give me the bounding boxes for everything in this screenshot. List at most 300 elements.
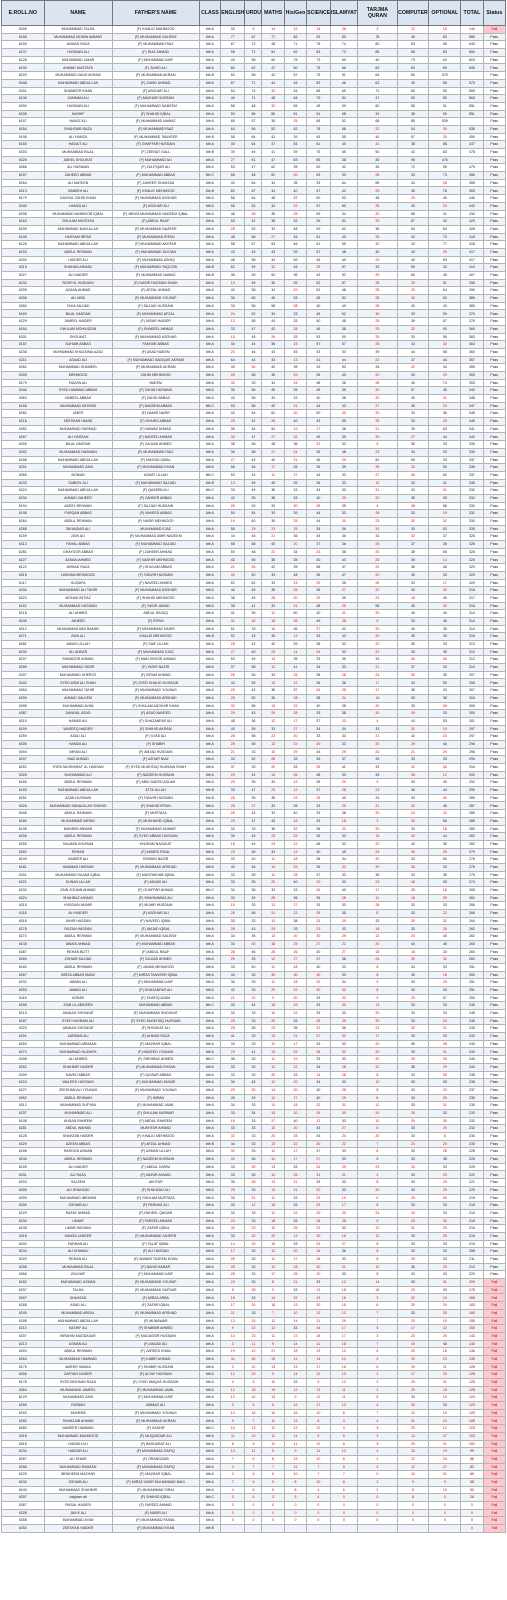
cell-tarjma-quran: 0 — [358, 1494, 397, 1502]
cell-name: ABDUL REHMAN — [44, 1348, 112, 1356]
cell-status: Pass — [483, 1140, 505, 1148]
cell-class: 6th A — [199, 518, 220, 526]
cell-islamyat: 36 — [330, 1248, 358, 1256]
cell-science: 57 — [307, 202, 330, 210]
cell-science: 44 — [307, 402, 330, 410]
cell-english: 4 — [221, 1463, 245, 1471]
cell-islamyat: 33 — [330, 1040, 358, 1048]
cell-islamyat: 33 — [330, 1148, 358, 1156]
cell-fathers-name: (F) IRFAN — [112, 617, 199, 625]
cell-maths: 42 — [262, 564, 284, 572]
cell-fathers-name: (F) MUHAMMAD NAZEER — [112, 225, 199, 233]
cell-fathers-name: (F) MUHAMMAD YAQOOB — [112, 264, 199, 272]
cell-fathers-name: (F) SHAHID IQBAL — [112, 1494, 199, 1502]
cell-fathers-name: (F) SAJJAD AHMED — [112, 956, 199, 964]
table-row — [2, 187, 506, 195]
cell-urdu: 9 — [245, 1440, 262, 1448]
cell-tarjma-quran: 12 — [358, 1232, 397, 1240]
cell-tarjma-quran: 8 — [358, 1271, 397, 1279]
cell-english: 33 — [221, 1010, 245, 1018]
cell-total: 459 — [461, 133, 483, 141]
cell-tarjma-quran: 60 — [358, 102, 397, 110]
cell-status: Pass — [483, 310, 505, 318]
cell-computer: 36 — [397, 441, 429, 449]
cell-english: 36 — [221, 979, 245, 987]
cell-optional: 90 — [429, 325, 461, 333]
cell-status: Pass — [483, 510, 505, 518]
cell-his-geo: 65 — [284, 102, 306, 110]
cell-fathers-name: (F) MUHAMMAD ANWAR — [112, 825, 199, 833]
cell-his-geo: 29 — [284, 371, 306, 379]
cell-total: 314 — [461, 610, 483, 618]
cell-urdu: 33 — [245, 1248, 262, 1256]
cell-islamyat: 14 — [330, 1355, 358, 1363]
cell-name: SYED HAMMAD ABBAS — [44, 387, 112, 395]
cell-english: 77 — [221, 33, 245, 41]
cell-total: 332 — [461, 487, 483, 495]
cell-urdu: 42 — [245, 418, 262, 426]
cell-his-geo: 25 — [284, 525, 306, 533]
table-row — [2, 994, 506, 1002]
cell-total: 125 — [461, 1379, 483, 1387]
table-row — [2, 41, 506, 49]
cell-computer: 40 — [397, 79, 429, 87]
cell-computer: 33 — [397, 1171, 429, 1179]
cell-name: TALHA — [44, 1286, 112, 1294]
table-row — [2, 664, 506, 672]
cell-computer: 33 — [397, 1133, 429, 1141]
cell-status: Pass — [483, 141, 505, 149]
cell-class: 6th A — [199, 1186, 220, 1194]
cell-english: 36 — [221, 272, 245, 280]
cell-total: 262 — [461, 933, 483, 941]
cell-total: 282 — [461, 833, 483, 841]
cell-computer: 35 — [397, 494, 429, 502]
cell-name: USMAN ALI — [44, 1340, 112, 1348]
cell-science: 68 — [307, 118, 330, 126]
cell-name: ZOHAIB SAJJAD — [44, 956, 112, 964]
cell-fathers-name: (F) ASMAN ULLAH — [112, 1148, 199, 1156]
cell-fathers-name: (F) TALAT IQBAL — [112, 1240, 199, 1248]
cell-maths: 32 — [262, 102, 284, 110]
cell-optional: 48 — [429, 1340, 461, 1348]
cell-his-geo: 64 — [284, 95, 306, 103]
cell-science: 14 — [307, 1071, 330, 1079]
cell-english: 53 — [221, 218, 245, 226]
cell-optional: 25 — [429, 894, 461, 902]
cell-status: Pass — [483, 410, 505, 418]
cell-computer: 33 — [397, 1248, 429, 1256]
cell-urdu: 60 — [245, 518, 262, 526]
table-row — [2, 756, 506, 764]
cell-maths: 43 — [262, 248, 284, 256]
cell-optional: 38 — [429, 1156, 461, 1164]
cell-science: 30 — [307, 1263, 330, 1271]
cell-fathers-name: (F) ASAD NAVEED — [112, 710, 199, 718]
cell-maths: 21 — [262, 533, 284, 541]
cell-islamyat: 35 — [330, 579, 358, 587]
cell-computer: 33 — [397, 825, 429, 833]
cell-science: 83 — [307, 49, 330, 57]
cell-class: 6th A — [199, 1148, 220, 1156]
cell-urdu: 25 — [245, 1163, 262, 1171]
table-row — [2, 1386, 506, 1394]
cell-class: 6th A — [199, 579, 220, 587]
cell-urdu: 28 — [245, 210, 262, 218]
cell-maths: 33 — [262, 671, 284, 679]
cell-status: Pass — [483, 379, 505, 387]
cell-english: 39 — [221, 149, 245, 157]
cell-his-geo: 39 — [284, 279, 306, 287]
cell-his-geo: 18 — [284, 1348, 306, 1356]
header-english: ENGLISH — [221, 1, 245, 26]
cell-science: 38 — [307, 671, 330, 679]
cell-fathers-name: (F) RAHEEL QAISAR — [112, 1209, 199, 1217]
cell-roll-no: 6254 — [2, 125, 45, 133]
cell-status: Pass — [483, 641, 505, 649]
cell-islamyat: 38 — [330, 325, 358, 333]
cell-fathers-name: ATTA ULLAH — [112, 787, 199, 795]
cell-computer: 44 — [397, 717, 429, 725]
table-row — [2, 1478, 506, 1486]
cell-urdu: 33 — [245, 1133, 262, 1141]
cell-his-geo: 33 — [284, 1286, 306, 1294]
cell-english: 28 — [221, 1271, 245, 1279]
cell-islamyat: 40 — [330, 233, 358, 241]
table-row — [2, 986, 506, 994]
cell-class: 6th B — [199, 272, 220, 280]
cell-tarjma-quran: 9 — [358, 1217, 397, 1225]
cell-english: 33 — [221, 1071, 245, 1079]
cell-name: SHAHZAIB AHMAD — [44, 1417, 112, 1425]
cell-english: 58 — [221, 541, 245, 549]
cell-maths: 26 — [262, 418, 284, 426]
cell-roll-no: 6251 — [2, 794, 45, 802]
cell-status: Pass — [483, 548, 505, 556]
cell-total: 53 — [461, 1486, 483, 1494]
cell-maths: 35 — [262, 794, 284, 802]
cell-science: 61 — [307, 241, 330, 249]
cell-class: 6th A — [199, 756, 220, 764]
cell-maths: 14 — [262, 1294, 284, 1302]
cell-tarjma-quran: 8 — [358, 1071, 397, 1079]
cell-maths: 9 — [262, 1478, 284, 1486]
cell-computer: 32 — [397, 1025, 429, 1033]
table-row — [2, 848, 506, 856]
cell-science: 16 — [307, 1325, 330, 1333]
cell-tarjma-quran: 25 — [358, 172, 397, 180]
cell-optional: 18 — [429, 971, 461, 979]
cell-name: HAIDAR ALI — [44, 1448, 112, 1456]
cell-science: 36 — [307, 464, 330, 472]
table-row — [2, 395, 506, 403]
cell-his-geo: 25 — [284, 1171, 306, 1179]
cell-urdu: 33 — [245, 902, 262, 910]
cell-islamyat: 29 — [330, 1163, 358, 1171]
cell-status: Fail — [483, 1517, 505, 1525]
cell-maths: 22 — [262, 548, 284, 556]
cell-class: 6th B — [199, 787, 220, 795]
cell-tarjma-quran: 23 — [358, 1163, 397, 1171]
table-row — [2, 833, 506, 841]
cell-tarjma-quran: 30 — [358, 241, 397, 249]
cell-computer: 33 — [397, 1394, 429, 1402]
cell-computer: 38 — [397, 548, 429, 556]
cell-science: 25 — [307, 764, 330, 772]
cell-total: 262 — [461, 956, 483, 964]
cell-name: JAHIR HASSAN — [44, 917, 112, 925]
cell-science: 38 — [307, 856, 330, 864]
cell-status: Pass — [483, 102, 505, 110]
cell-urdu: 6 — [245, 1455, 262, 1463]
cell-tarjma-quran: 20 — [358, 387, 397, 395]
cell-english: 33 — [221, 871, 245, 879]
cell-class: 6th A — [199, 410, 220, 418]
cell-urdu: 65 — [245, 295, 262, 303]
cell-tarjma-quran: 52 — [358, 456, 397, 464]
cell-computer: 20 — [397, 1163, 429, 1171]
cell-name: MUHAMMAD TALHA — [44, 26, 112, 34]
cell-optional: 21 — [429, 1379, 461, 1387]
table-row — [2, 694, 506, 702]
cell-urdu: 43 — [245, 641, 262, 649]
cell-status: Fail — [483, 26, 505, 34]
cell-his-geo: 23 — [284, 341, 306, 349]
cell-urdu: 45 — [245, 587, 262, 595]
cell-total: 335 — [461, 479, 483, 487]
cell-english: 35 — [221, 387, 245, 395]
cell-urdu: 58 — [245, 733, 262, 741]
cell-roll-no: 6318 — [2, 902, 45, 910]
cell-english: 13 — [221, 479, 245, 487]
cell-science: 48 — [307, 102, 330, 110]
cell-urdu: 40 — [245, 963, 262, 971]
cell-english: 6 — [221, 1440, 245, 1448]
cell-islamyat: 36 — [330, 379, 358, 387]
cell-islamyat: 29 — [330, 1317, 358, 1325]
cell-class: 6th A — [199, 118, 220, 126]
cell-optional: 23 — [429, 733, 461, 741]
cell-tarjma-quran: 7 — [358, 1340, 397, 1348]
cell-name: SYED MOHSAN RAZA — [44, 1379, 112, 1387]
cell-status: Pass — [483, 487, 505, 495]
table-row — [2, 779, 506, 787]
cell-computer: 24 — [397, 933, 429, 941]
cell-science: 36 — [307, 587, 330, 595]
cell-urdu: 49 — [245, 840, 262, 848]
cell-urdu: 11 — [245, 1448, 262, 1456]
cell-fathers-name: (F) MUHAMMAD YOUNAS — [112, 1409, 199, 1417]
cell-urdu: 22 — [245, 1325, 262, 1333]
cell-optional: 26 — [429, 702, 461, 710]
cell-name: ALI SHAIR — [44, 1455, 112, 1463]
cell-total: 332 — [461, 502, 483, 510]
cell-english: 42 — [221, 494, 245, 502]
cell-status: Fail — [483, 1394, 505, 1402]
cell-english: 26 — [221, 371, 245, 379]
cell-status: Pass — [483, 210, 505, 218]
cell-roll-no: 6183 — [2, 787, 45, 795]
cell-status: Pass — [483, 1240, 505, 1248]
cell-english: 33 — [221, 26, 245, 34]
cell-computer: 18 — [397, 594, 429, 602]
cell-name: MEHMOOD — [44, 371, 112, 379]
cell-urdu: 55 — [245, 556, 262, 564]
cell-optional: 15 — [429, 1317, 461, 1325]
cell-status: Pass — [483, 871, 505, 879]
cell-fathers-name: (F) MUHAMMAD ASGHAR — [112, 333, 199, 341]
cell-his-geo: 30 — [284, 971, 306, 979]
cell-his-geo: 17 — [284, 1256, 306, 1264]
cell-computer: 20 — [397, 1348, 429, 1356]
cell-english: 16 — [221, 1117, 245, 1125]
cell-english: 34 — [221, 887, 245, 895]
cell-class: 6th A — [199, 725, 220, 733]
cell-islamyat: 29 — [330, 933, 358, 941]
cell-islamyat: 33 — [330, 1079, 358, 1087]
cell-name: RIZWAN — [44, 1402, 112, 1410]
cell-status: Pass — [483, 694, 505, 702]
cell-name: RAFAY AHMAD — [44, 1209, 112, 1217]
cell-maths: 5 — [262, 1486, 284, 1494]
cell-computer: 13 — [397, 1432, 429, 1440]
cell-science: 38 — [307, 641, 330, 649]
cell-science: 33 — [307, 733, 330, 741]
cell-science: 37 — [307, 1148, 330, 1156]
cell-his-geo: 27 — [284, 956, 306, 964]
table-row — [2, 371, 506, 379]
cell-islamyat: 43 — [330, 633, 358, 641]
cell-optional: 70 — [429, 233, 461, 241]
table-row — [2, 141, 506, 149]
cell-fathers-name: ZAHID MEHMOOD — [112, 371, 199, 379]
cell-name: zaigham ali — [44, 1494, 112, 1502]
cell-status: Pass — [483, 441, 505, 449]
cell-maths: 53 — [262, 241, 284, 249]
cell-computer: 15 — [397, 1448, 429, 1456]
cell-computer: 33 — [397, 856, 429, 864]
cell-science: 17 — [307, 1363, 330, 1371]
cell-status: Pass — [483, 479, 505, 487]
table-row — [2, 248, 506, 256]
cell-total: 143 — [461, 1332, 483, 1340]
cell-islamyat: 39 — [330, 464, 358, 472]
cell-his-geo: 20 — [284, 1109, 306, 1117]
cell-roll-no: 6298 — [2, 1317, 45, 1325]
cell-english: 33 — [221, 1125, 245, 1133]
cell-his-geo: 12 — [284, 787, 306, 795]
table-row — [2, 740, 506, 748]
table-row — [2, 1086, 506, 1094]
cell-maths: 34 — [262, 256, 284, 264]
cell-class: 6th A — [199, 95, 220, 103]
cell-optional: 58 — [429, 348, 461, 356]
cell-his-geo: 13 — [284, 356, 306, 364]
cell-computer: 20 — [397, 1386, 429, 1394]
cell-urdu: 43 — [245, 687, 262, 695]
cell-islamyat: 40 — [330, 887, 358, 895]
cell-tarjma-quran: 9 — [358, 617, 397, 625]
cell-fathers-name: (F) MASHID IQBAL — [112, 456, 199, 464]
cell-islamyat: 53 — [330, 195, 358, 203]
table-row — [2, 1163, 506, 1171]
cell-name: REHAN — [44, 848, 112, 856]
cell-total: 260 — [461, 948, 483, 956]
cell-status: Fail — [483, 1332, 505, 1340]
cell-roll-no: 6203 — [2, 1179, 45, 1187]
cell-tarjma-quran: 8 — [358, 971, 397, 979]
cell-urdu: 35 — [245, 610, 262, 618]
cell-class: 6th A — [199, 1040, 220, 1048]
cell-urdu: 43 — [245, 456, 262, 464]
cell-fathers-name: (F) ZAHID AHMAD — [112, 79, 199, 87]
cell-roll-no: 6285 — [2, 664, 45, 672]
cell-islamyat: 33 — [330, 487, 358, 495]
cell-computer: 42 — [397, 733, 429, 741]
cell-roll-no: 6327 — [2, 272, 45, 280]
cell-maths: 24 — [262, 840, 284, 848]
cell-islamyat: 42 — [330, 187, 358, 195]
cell-class: 6th A — [199, 548, 220, 556]
cell-islamyat: 13 — [330, 1402, 358, 1410]
cell-tarjma-quran: 20 — [358, 710, 397, 718]
cell-english: 16 — [221, 1294, 245, 1302]
cell-tarjma-quran: 8 — [358, 1256, 397, 1264]
cell-urdu: 11 — [245, 1340, 262, 1348]
cell-science: 46 — [307, 310, 330, 318]
cell-name: MUHAMMAD HUSSAIN — [44, 602, 112, 610]
cell-roll-no: 6234 — [2, 279, 45, 287]
cell-urdu: 44 — [245, 1002, 262, 1010]
cell-maths: 12 — [262, 1094, 284, 1102]
cell-tarjma-quran: 9 — [358, 779, 397, 787]
cell-his-geo — [284, 1525, 306, 1533]
cell-tarjma-quran: 2 — [358, 1171, 397, 1179]
cell-optional: 0 — [429, 1494, 461, 1502]
cell-his-geo: 25 — [284, 1271, 306, 1279]
cell-computer: 9 — [397, 1478, 429, 1486]
cell-class: 6th A — [199, 1071, 220, 1079]
cell-total: 318 — [461, 587, 483, 595]
cell-total: 233 — [461, 1109, 483, 1117]
cell-english: 13 — [221, 1448, 245, 1456]
cell-status: Fail — [483, 1432, 505, 1440]
cell-status: Fail — [483, 1463, 505, 1471]
table-row — [2, 1240, 506, 1248]
cell-optional: 83 — [429, 149, 461, 157]
cell-name: MUHAMMAD SARMAD — [44, 425, 112, 433]
cell-maths: 13 — [262, 1179, 284, 1187]
cell-tarjma-quran: 22 — [358, 571, 397, 579]
cell-computer: 33 — [397, 487, 429, 495]
cell-roll-no: 6305 — [2, 1186, 45, 1194]
table-row — [2, 1271, 506, 1279]
cell-status: Pass — [483, 817, 505, 825]
cell-optional: 15 — [429, 26, 461, 34]
cell-class: 6th A — [199, 1202, 220, 1210]
cell-fathers-name: (F) MUHAMMAD SADIQUE AKRAM — [112, 356, 199, 364]
cell-urdu: 64 — [245, 133, 262, 141]
cell-maths: 13 — [262, 1186, 284, 1194]
cell-tarjma-quran: 27 — [358, 402, 397, 410]
cell-his-geo: 33 — [284, 333, 306, 341]
cell-his-geo: 11 — [284, 1440, 306, 1448]
cell-maths: 12 — [262, 979, 284, 987]
cell-status: Pass — [483, 756, 505, 764]
cell-total: 407 — [461, 272, 483, 280]
cell-tarjma-quran: 10 — [358, 1079, 397, 1087]
cell-islamyat: 33 — [330, 172, 358, 180]
